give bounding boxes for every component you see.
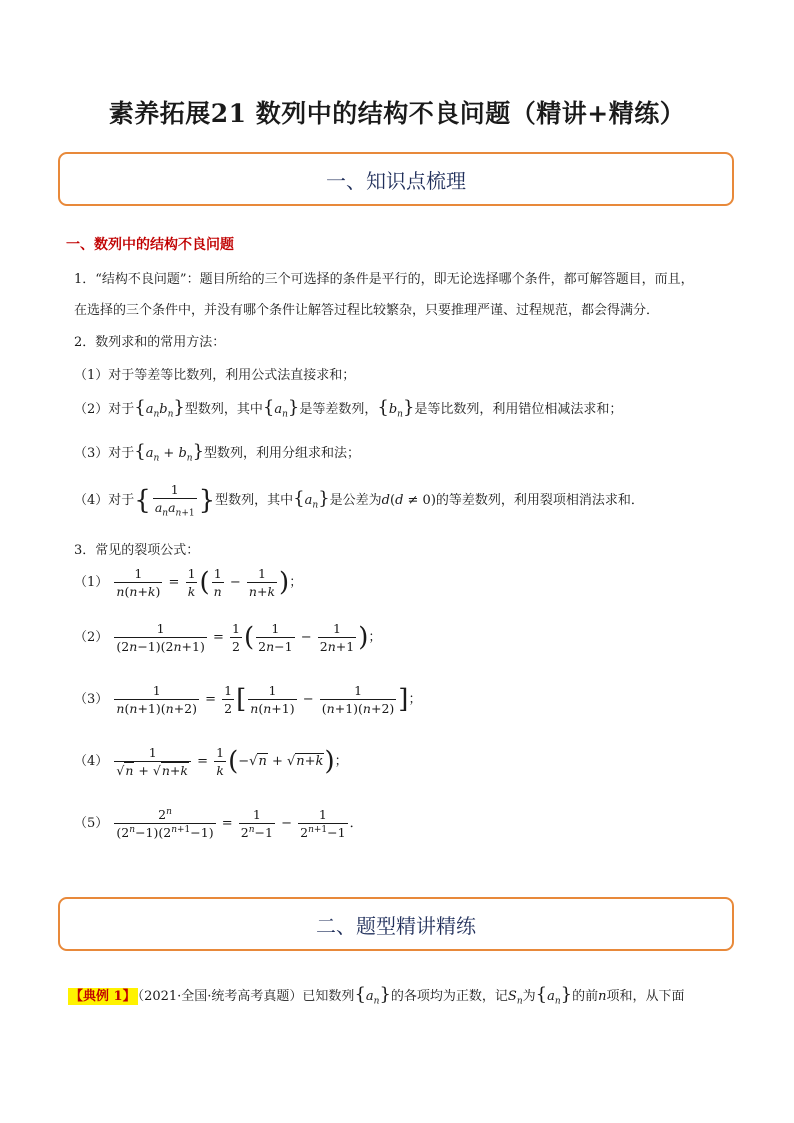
formula-an-plus-bn: $\{a_n + b_n\}$: [134, 441, 205, 464]
formula-bn: $\{b_n\}$: [377, 397, 415, 420]
formula-3: （3） $\frac{1}{n(n+1)(n+2)}$ = $\frac{1}{2}$ [ $\frac{1}{n(n+1)}$ − $\frac{1}{(n+1)(n+2)}$ ]；: [74, 683, 422, 716]
paragraph-1a: 1．“结构不良问题”：题目所给的三个可选择的条件是平行的，即无论选择哪个条件，都可解答题目，而且，: [74, 272, 694, 287]
formula-sn: $S_n$: [507, 989, 523, 1007]
formula-anbn: $\{a_nb_n\}$: [134, 397, 185, 420]
page-title: 素养拓展21 数列中的结构不良问题（精讲+精练）: [108, 99, 686, 128]
formula-seq-an-2: $\{a_n\}$: [535, 984, 573, 1007]
formula-reciprocal-product: { $\frac{1}{a_na_{n+1}}$ }: [134, 482, 216, 519]
paragraph-3: 3．常见的裂项公式：: [74, 543, 200, 558]
formula-an: $\{a_n\}$: [262, 397, 300, 420]
formula-4: （4） $\frac{1}{√n + √n+k}$ = $\frac{1}{k}$ (−√n + √n+k)；: [74, 745, 348, 778]
formula-5: （5） $\frac{2^n}{(2^n-1)(2^{n+1}-1)}$ = $\frac{1}{2^n-1}$ − $\frac{1}{2^{n+1}-1}$ ．: [74, 807, 363, 841]
formula-1: （1） $\frac{1}{n(n+k)}$ = $\frac{1}{k}$ ( $\frac{1}{n}$ − $\frac{1}{n+k}$ )；: [74, 566, 303, 599]
section-title: 二、题型精讲精练: [316, 913, 476, 938]
example-1: 【典例 1】 （2021·全国·统考高考真题）已知数列$\{a_n\}$的各项均为正数，记$S_n$为$\{a_n\}$的前n项和，从下面: [70, 984, 685, 1007]
section-box-knowledge: [58, 152, 734, 206]
method-1: （1）对于等差等比数列，利用公式法直接求和；: [74, 368, 356, 383]
formula-seq-an: $\{a_n\}$: [354, 984, 391, 1007]
subheading: 一、数列中的结构不良问题: [66, 237, 234, 253]
method-4: （4）对于{ $\frac{1}{a_na_{n+1}}$ }型数列，其中$\{a_n\}$是公差为d(d ≠ 0)的等差数列，利用裂项相消法求和．: [74, 482, 644, 519]
method-3: （3）对于$\{a_n + b_n\}$型数列，利用分组求和法；: [74, 441, 361, 464]
formula-an-2: $\{a_n\}$: [293, 487, 330, 511]
paragraph-1b: 在选择的三个条件中，并没有哪个条件让解答过程比较繁杂，只要推理严谨、过程规范，都会得满分．: [74, 303, 660, 318]
paragraph-2: 2．数列求和的常用方法：: [74, 335, 226, 350]
section-box-problems: [58, 897, 734, 951]
formula-d-nonzero: d(d ≠ 0): [381, 492, 436, 508]
section-title: 一、知识点梳理: [326, 168, 466, 193]
example-badge: 【典例 1】: [70, 989, 136, 1004]
method-2: （2）对于$\{a_nb_n\}$型数列，其中$\{a_n\}$是等差数列，$\{b_n\}$是等比数列，利用错位相减法求和；: [74, 397, 623, 420]
formula-2: （2） $\frac{1}{(2n-1)(2n+1)}$ = $\frac{1}{2}$ ( $\frac{1}{2n-1}$ − $\frac{1}{2n+1}$ )；: [74, 621, 382, 654]
